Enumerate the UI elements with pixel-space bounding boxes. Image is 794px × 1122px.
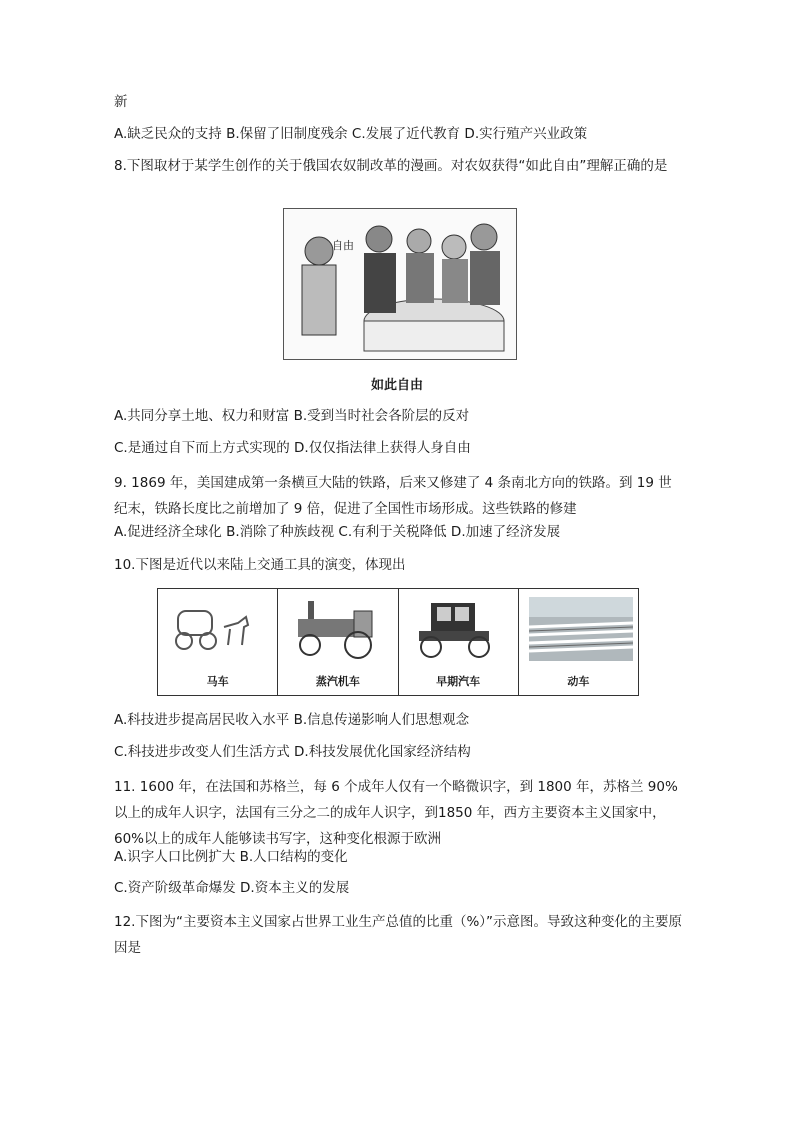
carriage-icon: [168, 597, 258, 657]
cartoon-drawing: [284, 209, 516, 359]
transport-cell-steam: [278, 589, 398, 695]
q12-stem: 12.下图为“主要资本主义国家占世界工业生产总值的比重（%）”示意图。导致这种变化的主要原因是: [114, 914, 683, 956]
q10-stem: 10.下图是近代以来陆上交通工具的演变，体现出: [114, 557, 406, 573]
q11-options-ab: A.识字人口比例扩大 B.人口结构的变化: [114, 849, 348, 865]
transport-label-train: 动车: [567, 675, 590, 688]
q9-options: A.促进经济全球化 B.消除了种族歧视 C.有利于关税降低 D.加速了经济发展: [114, 524, 561, 540]
transport-cell-train: [519, 589, 638, 695]
cartoon-caption: 如此自由: [370, 378, 423, 393]
q11-stem: 11. 1600 年，在法国和苏格兰，每 6 个成年人仅有一个略微识字，到 1800 年，苏格兰 90% 以上的成年人识字，法国有三分之二的成年人识字，到1850 年，西方主要资本主义国家中，60%以上的成年人能够读书写字，这种变化根源于欧洲: [114, 779, 678, 847]
steam-engine-icon: [288, 597, 388, 661]
transport-label-carriage: 马车: [206, 675, 229, 688]
transport-label-car: 早期汽车: [436, 675, 481, 688]
q10-options-ab: A.科技进步提高居民收入水平 B.信息传递影响人们思想观念: [114, 712, 470, 728]
q9-stem: 9. 1869 年，美国建成第一条横亘大陆的铁路，后来又修建了 4 条南北方向的铁路。到 19 世纪末，铁路长度比之前增加了 9 倍，促进了全国性市场形成。这些铁路的修建: [114, 475, 672, 517]
transport-label-steam: 蒸汽机车: [315, 675, 360, 688]
q8-options-cd: C.是通过自下而上方式实现的 D.仅仅指法律上获得人身自由: [114, 440, 471, 456]
q11-options-cd: C.资产阶级革命爆发 D.资本主义的发展: [114, 880, 350, 896]
bullet-train-icon: [529, 597, 633, 661]
cartoon-speech-text: 自由: [332, 239, 354, 252]
serf-reform-cartoon: [283, 208, 517, 360]
q7-options: A.缺乏民众的支持 B.保留了旧制度残余 C.发展了近代教育 D.实行殖产兴业政策: [114, 126, 588, 142]
q8-options-ab: A.共同分享土地、权力和财富 B.受到当时社会各阶层的反对: [114, 408, 470, 424]
q8-stem: 8.下图取材于某学生创作的关于俄国农奴制改革的漫画。对农奴获得“如此自由”理解正确的是: [114, 158, 668, 174]
early-car-icon: [409, 597, 509, 661]
transport-cell-car: [399, 589, 519, 695]
q10-options-cd: C.科技进步改变人们生活方式 D.科技发展优化国家经济结构: [114, 744, 471, 760]
transport-cell-carriage: [158, 589, 278, 695]
text-line-xin: 新: [114, 94, 128, 110]
transport-evolution-figure: [157, 588, 639, 696]
